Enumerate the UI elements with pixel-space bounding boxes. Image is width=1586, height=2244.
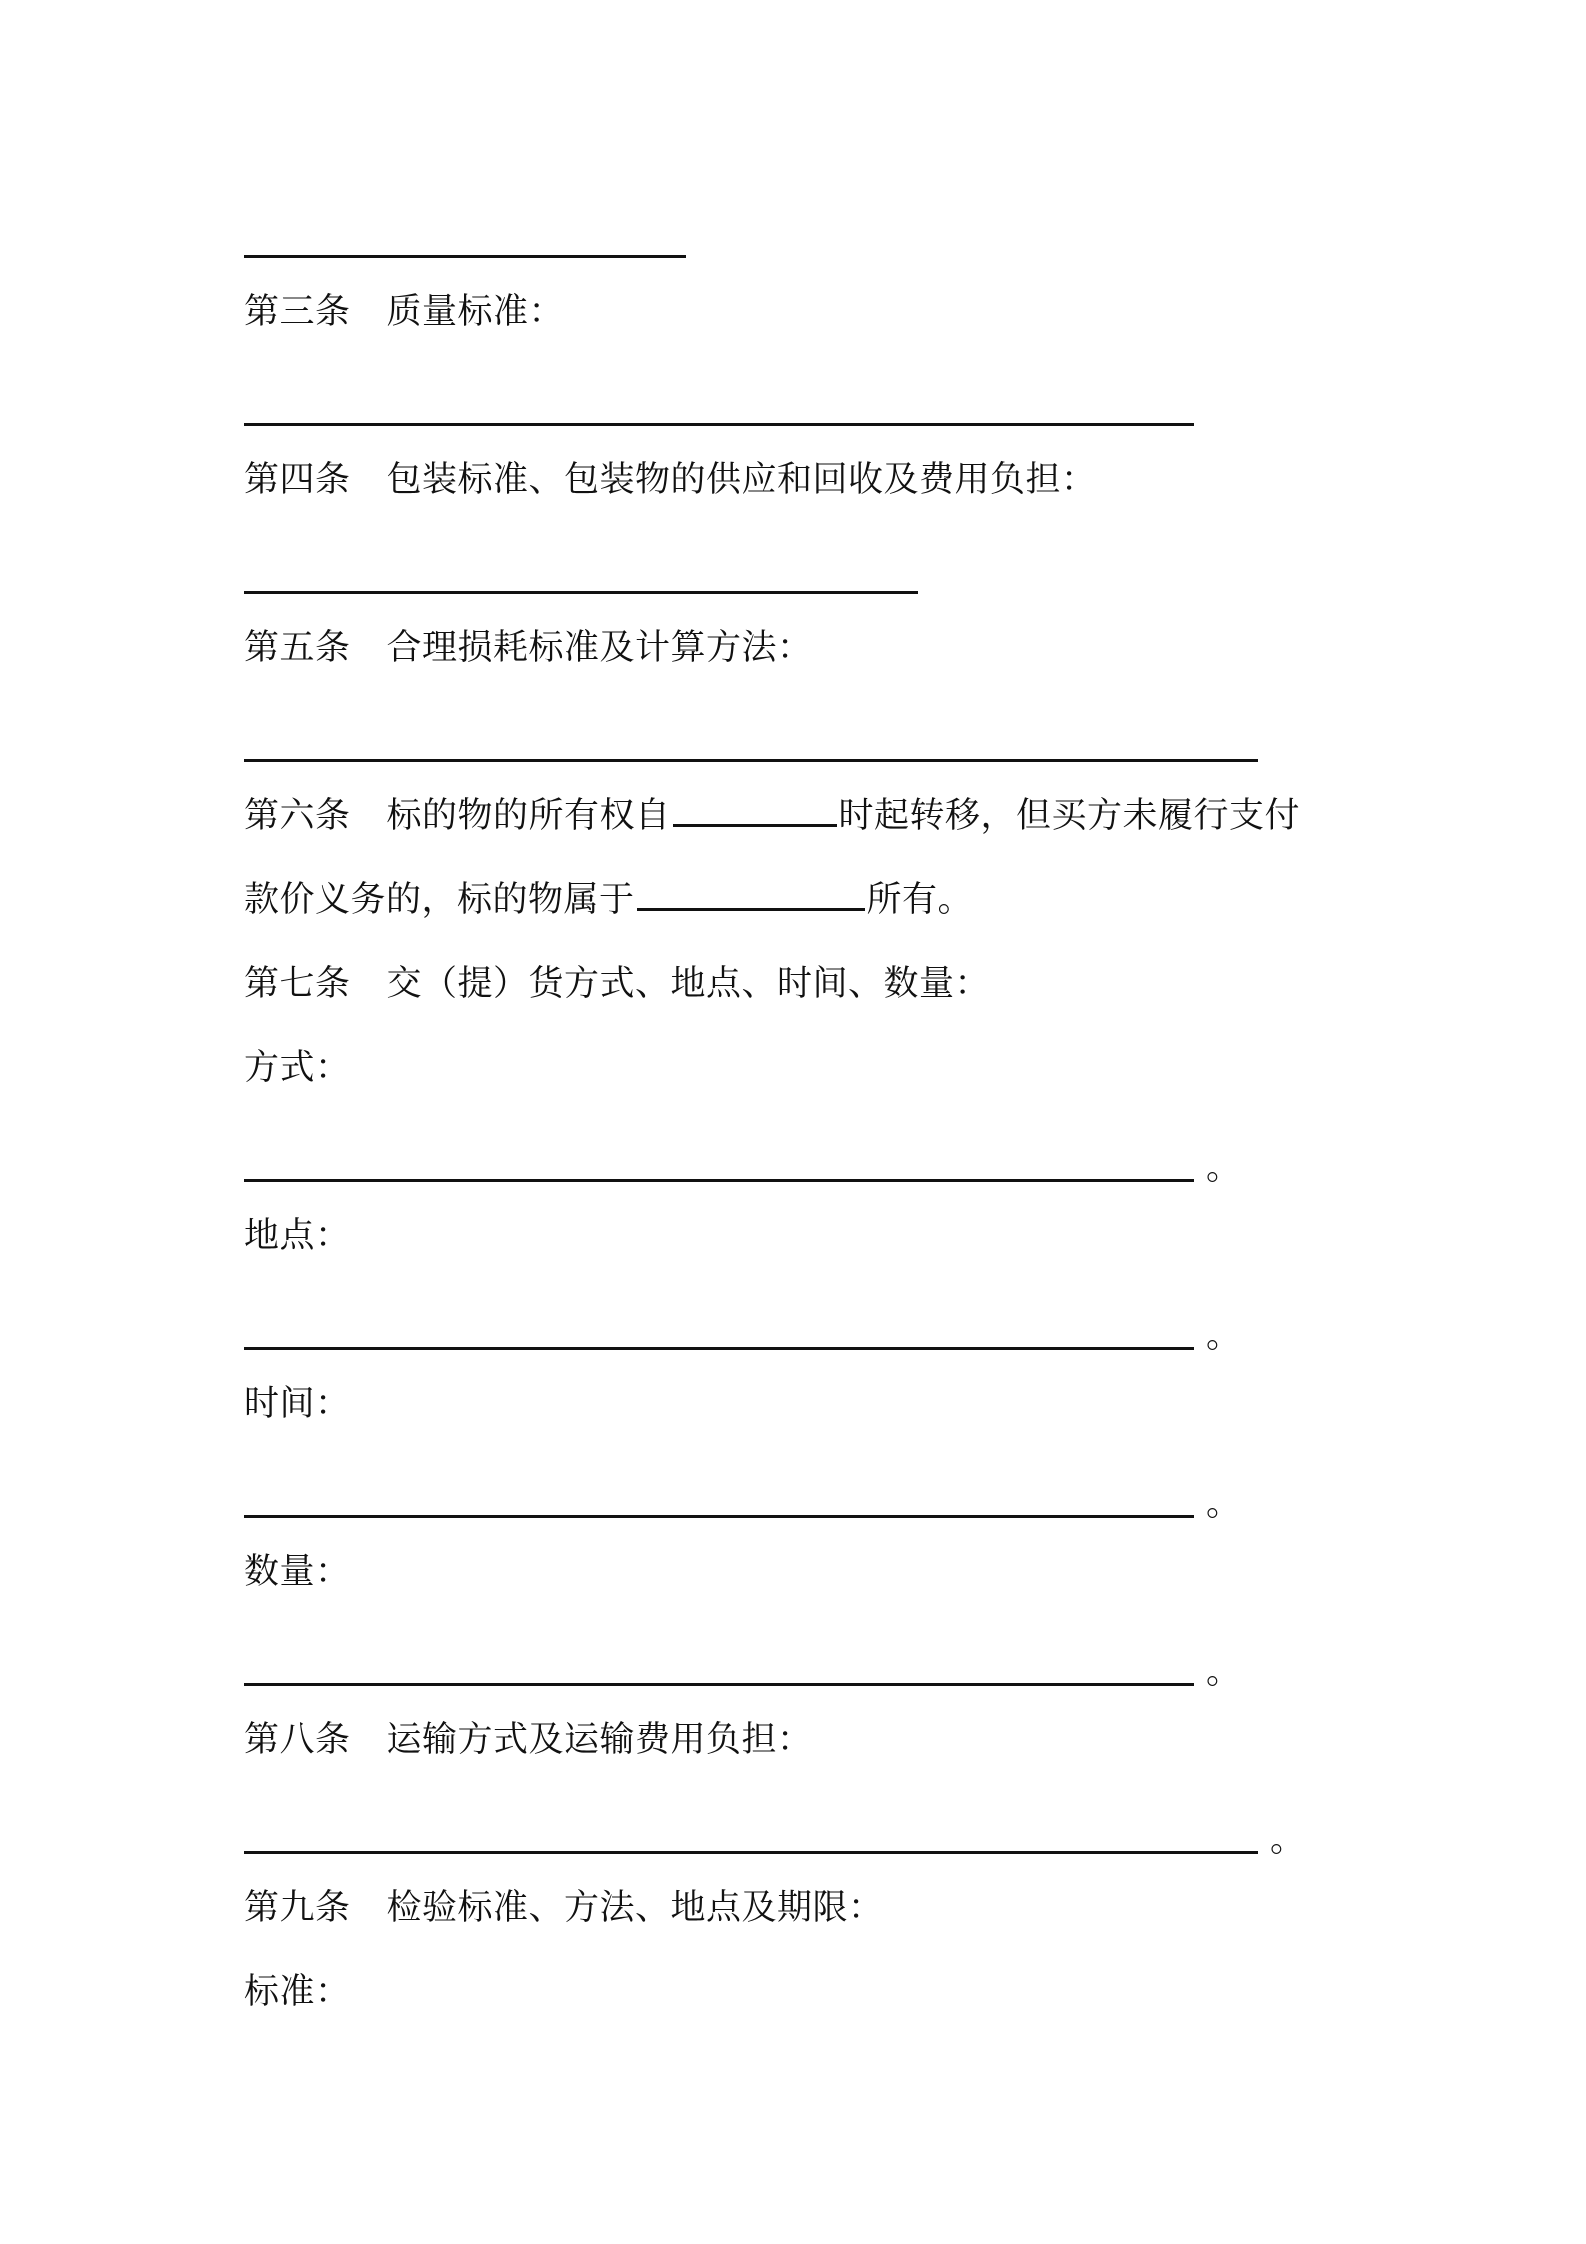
time-blank[interactable] <box>244 1515 1194 1518</box>
transport-period: 。 <box>1270 1820 1306 1860</box>
article-5-heading: 第五条 <box>244 628 351 668</box>
place-period: 。 <box>1206 1316 1242 1356</box>
article-8-text: 运输方式及运输费用负担： <box>386 1720 813 1760</box>
blank-line[interactable] <box>244 759 1258 762</box>
place-label: 地点： <box>244 1216 351 1256</box>
article-3 <box>244 272 564 352</box>
article-6-line-2 <box>244 860 973 940</box>
quantity-blank[interactable] <box>244 1683 1194 1686</box>
article-8-heading: 第八条 <box>244 1720 351 1760</box>
article-6-text-b: 时起转移，但买方未履行支付 <box>838 796 1301 836</box>
article-7-heading: 第七条 <box>244 964 351 1004</box>
method-period: 。 <box>1206 1148 1242 1188</box>
article-7-text: 交（提）货方式、地点、时间、数量： <box>386 964 991 1004</box>
article-3-text: 质量标准： <box>386 292 565 332</box>
ownership-owner-blank[interactable] <box>637 884 865 911</box>
article-5 <box>244 608 813 688</box>
article-4-text: 包装标准、包装物的供应和回收及费用负担： <box>386 460 1097 500</box>
article-3-heading: 第三条 <box>244 292 351 332</box>
article-8 <box>244 1700 813 1780</box>
article-6-text-c: 款价义务的，标的物属于 <box>244 880 635 920</box>
article-6-text-d: 所有。 <box>866 880 974 920</box>
standard-label: 标准： <box>244 1972 351 2012</box>
article-6-heading: 第六条 <box>244 796 351 836</box>
quantity-label: 数量： <box>244 1552 351 1592</box>
transport-blank[interactable] <box>244 1851 1258 1854</box>
article-4-heading: 第四条 <box>244 460 351 500</box>
article-7 <box>244 944 990 1024</box>
article-9-text: 检验标准、方法、地点及期限： <box>386 1888 884 1928</box>
blank-line[interactable] <box>244 423 1194 426</box>
blank-line[interactable] <box>244 255 686 258</box>
article-5-text: 合理损耗标准及计算方法： <box>386 628 813 668</box>
time-period: 。 <box>1206 1484 1242 1524</box>
ownership-time-blank[interactable] <box>673 800 837 827</box>
article-9 <box>244 1868 884 1948</box>
time-label: 时间： <box>244 1384 351 1424</box>
article-9-heading: 第九条 <box>244 1888 351 1928</box>
article-6-line-1 <box>244 776 1300 856</box>
article-6-text-a: 标的物的所有权自 <box>386 796 671 836</box>
method-blank[interactable] <box>244 1179 1194 1182</box>
article-4 <box>244 440 1097 520</box>
blank-line[interactable] <box>244 591 918 594</box>
method-label: 方式： <box>244 1048 351 1088</box>
place-blank[interactable] <box>244 1347 1194 1350</box>
quantity-period: 。 <box>1206 1652 1242 1692</box>
